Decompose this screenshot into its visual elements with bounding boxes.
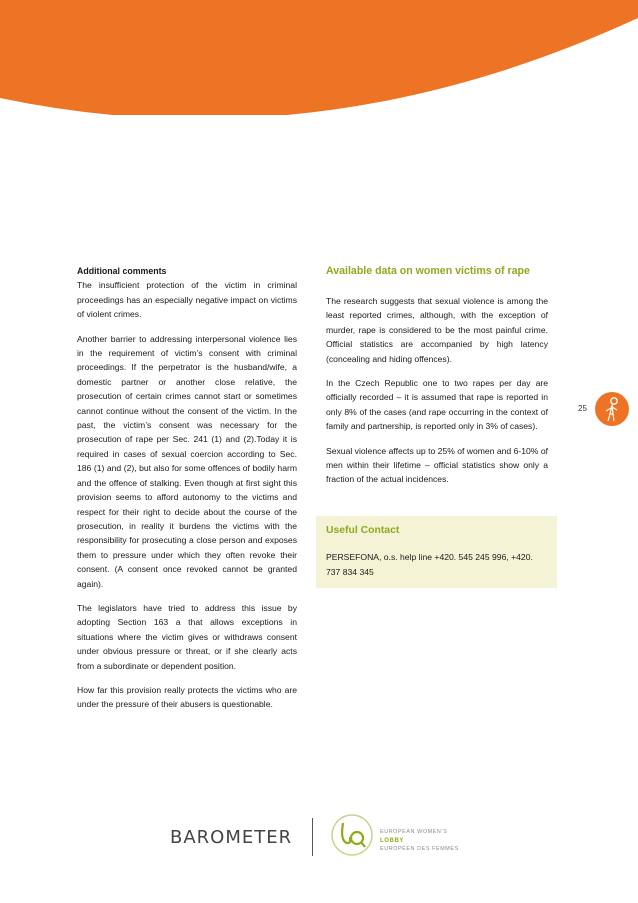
right-column	[326, 264, 548, 497]
lobby-org-name	[380, 828, 459, 854]
additional-comments-heading: Additional comments	[77, 266, 167, 276]
page-number: 25	[578, 404, 587, 413]
right-paragraph-3: Sexual violence affects up to 25% of women and 6-10% of men within their lifetime – official statistics show only a fraction of the actual incidences.	[326, 445, 548, 485]
useful-contact-heading: Useful Contact	[326, 525, 400, 536]
org-line-3: EUROPÉEN DES FEMMES	[380, 846, 459, 853]
lobby-logo-icon	[330, 813, 374, 857]
right-paragraph-1: The research suggests that sexual violence is among the least reported crimes, although, with the exception of murder, rape is considered to be the most painful crime. Official statistics are accompanied by high latency (concealing and hiding offences).	[326, 296, 548, 364]
useful-contact-text: PERSEFONA, o.s. help line +420. 545 245 996, +420. 737 834 345	[326, 552, 533, 577]
top-orange-arc	[0, 0, 638, 115]
barometer-wordmark: BAROMETER	[170, 827, 293, 848]
org-line-1: EUROPEAN WOMEN’S	[380, 829, 448, 835]
right-paragraph-2: In the Czech Republic one to two rapes per day are officially recorded – it is assumed that rape is reported in only 8% of the cases (and rape occurring in the context of family and partnership, is reported only in 3% of cases).	[326, 378, 548, 432]
rape-data-heading: Available data on women victims of rape	[326, 265, 530, 277]
left-column	[77, 264, 297, 722]
left-paragraph-4: How far this provision really protects the victims who are under the pressure of their abusers is questionable.	[77, 684, 297, 710]
left-paragraph-3: The legislators have tried to address this issue by adopting Section 163 a that allows exceptions in situations where the victim gives or withdraws consent under obvious pressure or threat, or if she clearly acts from a subordinate or dependent position.	[77, 602, 297, 671]
left-paragraph-1: The insufficient protection of the victim in criminal proceedings has an especially negative impact on victims of violent crimes.	[77, 280, 297, 320]
useful-contact-box	[316, 516, 557, 588]
left-paragraph-2: Another barrier to addressing interpersonal violence lies in the requirement of victim’s consent with criminal proceedings. If the perpetrator is the husband/wife, a domestic partner or another close relative, the prosecution of certain crimes cannot start or sometimes cannot continue without the consent of the victim. In the past, the victim’s consent was necessary for the prosecution of rape per Sec. 241 (1) and (2).Today it is required in cases of sexual coercion according to Sec. 186 (1) and (2), but also for some offences of bodily harm and the offence of stalking. Even though at first sight this provision seems to afford autonomy to the victims and respect for their right to decide about the course of the prosecution, in reality it burdens the victims with the responsibility for prosecuting a close person and exposes them to pressure under which they often revoke their consent. (A consent once revoked cannot be granted again).	[77, 333, 297, 589]
footer-divider	[312, 818, 313, 856]
org-line-2: LOBBY	[380, 837, 404, 844]
figure-icon	[595, 392, 629, 426]
